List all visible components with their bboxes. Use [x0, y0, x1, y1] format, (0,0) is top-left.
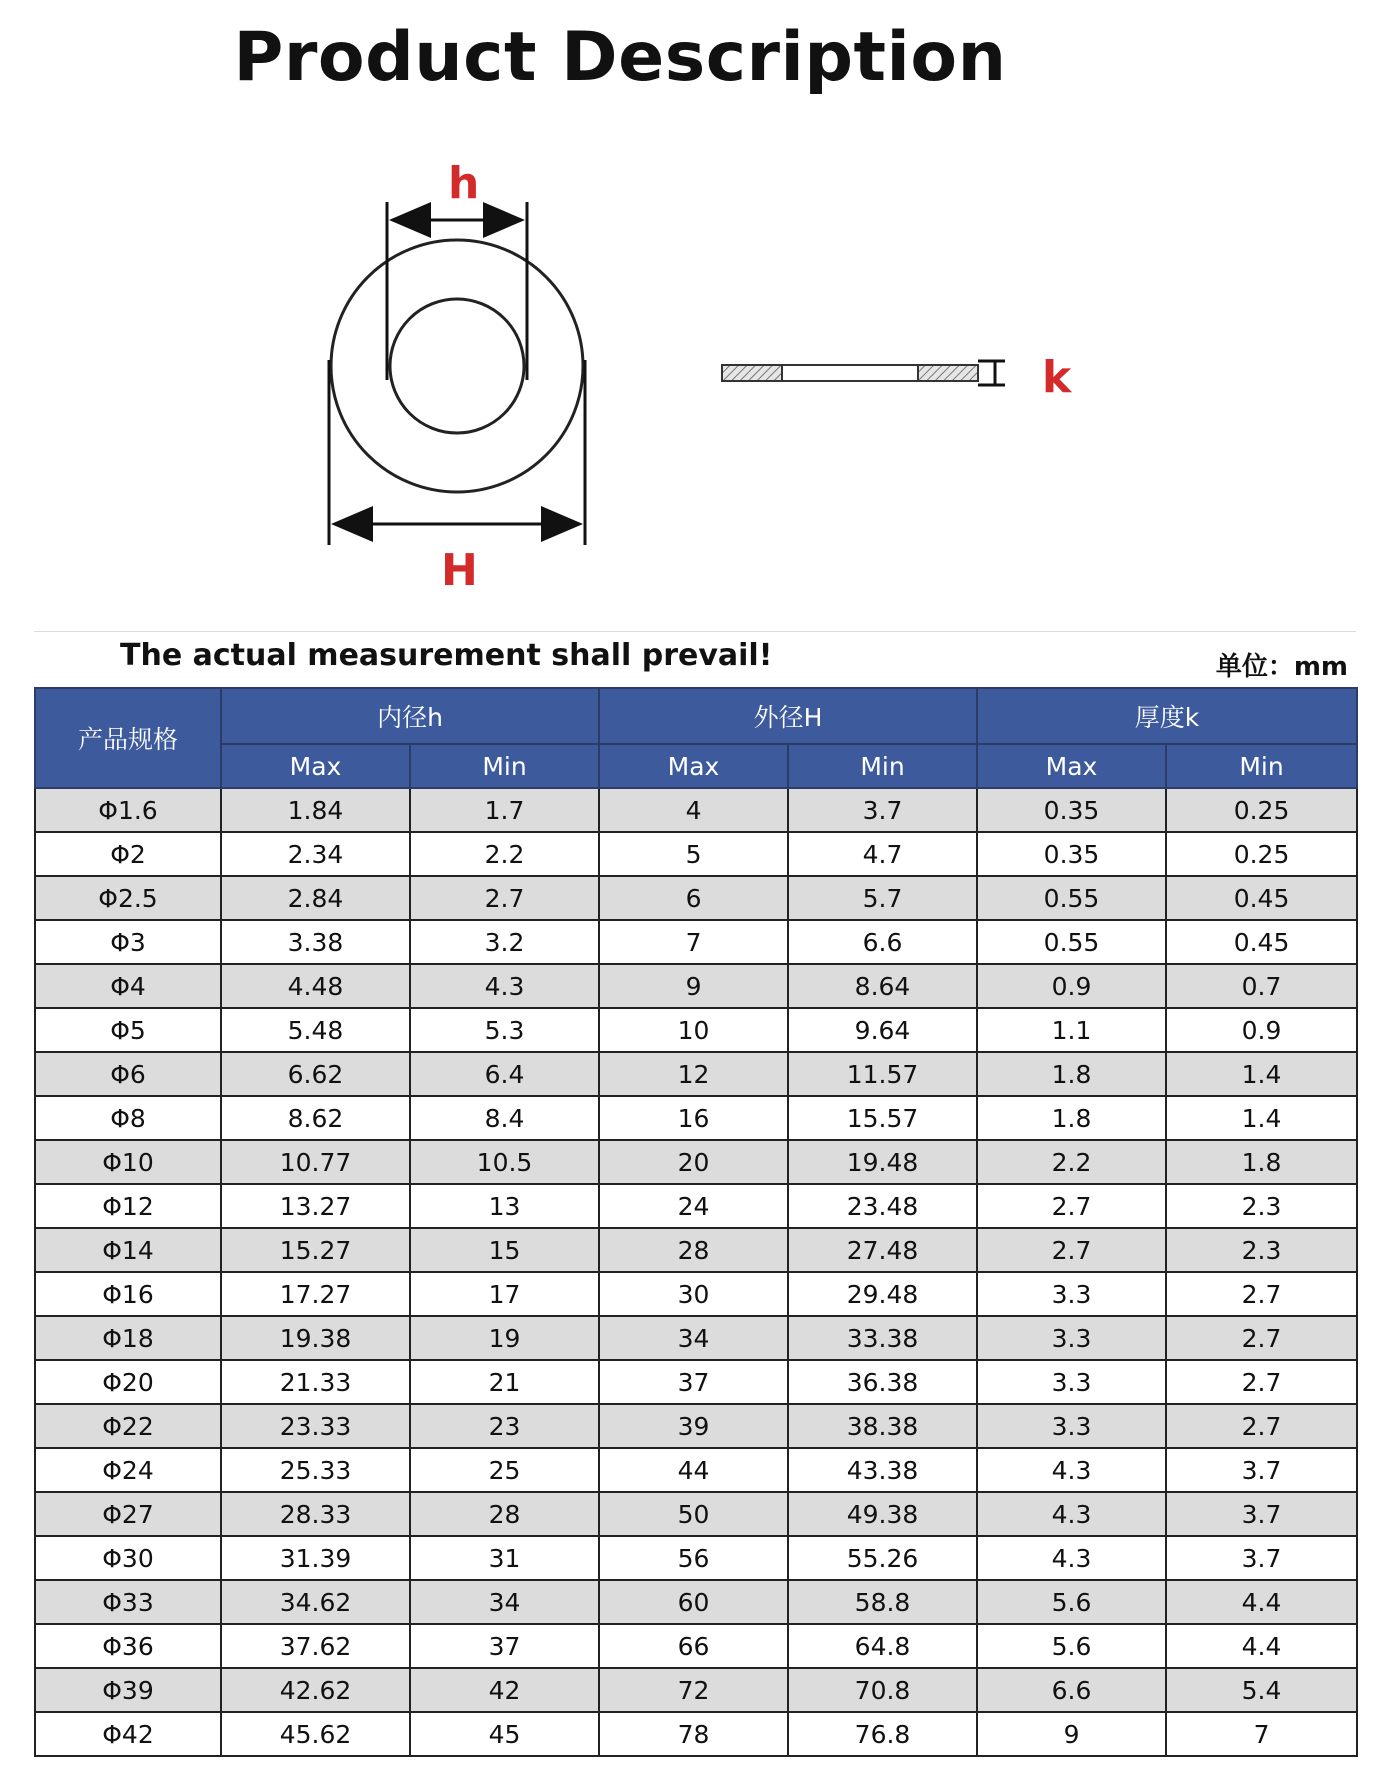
cell-spec: Φ20	[35, 1360, 221, 1404]
cell-outer-min: 15.57	[788, 1096, 977, 1140]
cell-outer-min: 3.7	[788, 788, 977, 832]
cell-outer-min: 55.26	[788, 1536, 977, 1580]
header-inner-min: Min	[410, 744, 599, 788]
cell-outer-min: 11.57	[788, 1052, 977, 1096]
cell-inner-min: 8.4	[410, 1096, 599, 1140]
header-outer-max: Max	[599, 744, 788, 788]
header-thickness: 厚度k	[977, 688, 1357, 744]
cell-outer-min: 8.64	[788, 964, 977, 1008]
cell-inner-min: 15	[410, 1228, 599, 1272]
table-row	[35, 1624, 1357, 1668]
cell-thickness-min: 0.25	[1166, 832, 1357, 876]
cell-spec: Φ6	[35, 1052, 221, 1096]
cell-thickness-min: 0.9	[1166, 1008, 1357, 1052]
cell-outer-min: 27.48	[788, 1228, 977, 1272]
table-row	[35, 1052, 1357, 1096]
cell-outer-max: 66	[599, 1624, 788, 1668]
cell-spec: Φ1.6	[35, 788, 221, 832]
cell-inner-min: 21	[410, 1360, 599, 1404]
cell-thickness-max: 5.6	[977, 1624, 1166, 1668]
table-row	[35, 832, 1357, 876]
cell-spec: Φ24	[35, 1448, 221, 1492]
cell-inner-min: 42	[410, 1668, 599, 1712]
cell-inner-max: 13.27	[221, 1184, 410, 1228]
cell-spec: Φ27	[35, 1492, 221, 1536]
cell-inner-min: 25	[410, 1448, 599, 1492]
table-row	[35, 1712, 1357, 1756]
cell-outer-max: 28	[599, 1228, 788, 1272]
cell-inner-max: 31.39	[221, 1536, 410, 1580]
cell-inner-min: 1.7	[410, 788, 599, 832]
cell-outer-max: 72	[599, 1668, 788, 1712]
cell-outer-min: 43.38	[788, 1448, 977, 1492]
cell-outer-max: 4	[599, 788, 788, 832]
cell-inner-min: 23	[410, 1404, 599, 1448]
spec-table-body	[35, 788, 1357, 1756]
washer-diagram	[0, 0, 1240, 630]
cell-spec: Φ12	[35, 1184, 221, 1228]
header-inner-diameter: 内径h	[221, 688, 599, 744]
table-row	[35, 1448, 1357, 1492]
cell-inner-max: 2.84	[221, 876, 410, 920]
cell-inner-max: 34.62	[221, 1580, 410, 1624]
washer-side-view	[722, 361, 1005, 385]
cell-spec: Φ2.5	[35, 876, 221, 920]
cell-spec: Φ36	[35, 1624, 221, 1668]
cell-inner-max: 37.62	[221, 1624, 410, 1668]
cell-outer-min: 70.8	[788, 1668, 977, 1712]
spec-table	[34, 687, 1358, 1757]
header-outer-min: Min	[788, 744, 977, 788]
cell-thickness-min: 4.4	[1166, 1624, 1357, 1668]
cell-thickness-max: 0.55	[977, 920, 1166, 964]
cell-spec: Φ16	[35, 1272, 221, 1316]
table-row	[35, 1668, 1357, 1712]
cell-inner-max: 28.33	[221, 1492, 410, 1536]
cell-inner-max: 4.48	[221, 964, 410, 1008]
cell-inner-max: 8.62	[221, 1096, 410, 1140]
cell-thickness-max: 6.6	[977, 1668, 1166, 1712]
cell-inner-max: 15.27	[221, 1228, 410, 1272]
cell-spec: Φ4	[35, 964, 221, 1008]
cell-inner-max: 42.62	[221, 1668, 410, 1712]
outer-diameter-label: H	[441, 545, 478, 596]
cell-thickness-max: 4.3	[977, 1492, 1166, 1536]
cell-thickness-max: 0.35	[977, 788, 1166, 832]
cell-thickness-max: 1.1	[977, 1008, 1166, 1052]
cell-inner-max: 6.62	[221, 1052, 410, 1096]
cell-inner-min: 13	[410, 1184, 599, 1228]
cell-thickness-max: 0.35	[977, 832, 1166, 876]
cell-inner-max: 3.38	[221, 920, 410, 964]
cell-inner-min: 3.2	[410, 920, 599, 964]
cell-outer-max: 6	[599, 876, 788, 920]
header-thickness-max: Max	[977, 744, 1166, 788]
cell-thickness-min: 2.3	[1166, 1228, 1357, 1272]
cell-inner-min: 31	[410, 1536, 599, 1580]
cell-thickness-min: 2.7	[1166, 1316, 1357, 1360]
cell-thickness-max: 5.6	[977, 1580, 1166, 1624]
cell-inner-min: 37	[410, 1624, 599, 1668]
cell-outer-min: 5.7	[788, 876, 977, 920]
cell-spec: Φ14	[35, 1228, 221, 1272]
cell-thickness-min: 0.45	[1166, 920, 1357, 964]
table-row	[35, 1536, 1357, 1580]
cell-thickness-min: 0.45	[1166, 876, 1357, 920]
cell-outer-max: 30	[599, 1272, 788, 1316]
cell-inner-max: 5.48	[221, 1008, 410, 1052]
cell-thickness-min: 0.25	[1166, 788, 1357, 832]
washer-inner-circle	[390, 299, 524, 433]
cell-inner-min: 5.3	[410, 1008, 599, 1052]
header-thickness-min: Min	[1166, 744, 1357, 788]
cell-outer-max: 7	[599, 920, 788, 964]
table-row	[35, 1580, 1357, 1624]
cell-inner-min: 10.5	[410, 1140, 599, 1184]
unit-label: 单位：mm	[1215, 652, 1348, 682]
cell-outer-max: 37	[599, 1360, 788, 1404]
washer-outer-circle	[331, 240, 583, 492]
cell-outer-min: 9.64	[788, 1008, 977, 1052]
cell-outer-max: 16	[599, 1096, 788, 1140]
table-row	[35, 1228, 1357, 1272]
cell-spec: Φ39	[35, 1668, 221, 1712]
cell-inner-max: 10.77	[221, 1140, 410, 1184]
table-row	[35, 920, 1357, 964]
cell-outer-max: 39	[599, 1404, 788, 1448]
cell-thickness-min: 3.7	[1166, 1448, 1357, 1492]
cell-outer-max: 44	[599, 1448, 788, 1492]
cell-thickness-min: 1.8	[1166, 1140, 1357, 1184]
table-row	[35, 876, 1357, 920]
cell-inner-min: 28	[410, 1492, 599, 1536]
cell-inner-min: 4.3	[410, 964, 599, 1008]
cell-outer-min: 6.6	[788, 920, 977, 964]
cell-thickness-max: 2.2	[977, 1140, 1166, 1184]
header-outer-diameter: 外径H	[599, 688, 977, 744]
cell-thickness-min: 2.7	[1166, 1404, 1357, 1448]
cell-inner-min: 34	[410, 1580, 599, 1624]
cell-outer-min: 36.38	[788, 1360, 977, 1404]
cell-outer-min: 29.48	[788, 1272, 977, 1316]
cell-outer-max: 9	[599, 964, 788, 1008]
cell-outer-max: 10	[599, 1008, 788, 1052]
cell-thickness-max: 0.55	[977, 876, 1166, 920]
cell-inner-max: 19.38	[221, 1316, 410, 1360]
cell-thickness-max: 3.3	[977, 1272, 1166, 1316]
cell-outer-min: 19.48	[788, 1140, 977, 1184]
table-row	[35, 788, 1357, 832]
cell-outer-min: 64.8	[788, 1624, 977, 1668]
cell-spec: Φ10	[35, 1140, 221, 1184]
cell-thickness-max: 2.7	[977, 1228, 1166, 1272]
cell-outer-min: 76.8	[788, 1712, 977, 1756]
cell-outer-max: 34	[599, 1316, 788, 1360]
cell-thickness-max: 1.8	[977, 1052, 1166, 1096]
cell-outer-min: 33.38	[788, 1316, 977, 1360]
cell-spec: Φ2	[35, 832, 221, 876]
cell-spec: Φ5	[35, 1008, 221, 1052]
cell-spec: Φ8	[35, 1096, 221, 1140]
cell-inner-max: 21.33	[221, 1360, 410, 1404]
cell-thickness-min: 3.7	[1166, 1492, 1357, 1536]
cell-thickness-max: 3.3	[977, 1404, 1166, 1448]
cell-thickness-max: 4.3	[977, 1536, 1166, 1580]
cell-outer-max: 5	[599, 832, 788, 876]
cell-outer-min: 49.38	[788, 1492, 977, 1536]
cell-spec: Φ30	[35, 1536, 221, 1580]
cell-inner-min: 17	[410, 1272, 599, 1316]
page-title: Product Description	[233, 18, 1007, 97]
cell-thickness-max: 3.3	[977, 1316, 1166, 1360]
cell-outer-max: 60	[599, 1580, 788, 1624]
cell-thickness-max: 0.9	[977, 964, 1166, 1008]
cell-outer-max: 56	[599, 1536, 788, 1580]
table-row	[35, 1272, 1357, 1316]
cell-spec: Φ18	[35, 1316, 221, 1360]
cell-inner-max: 2.34	[221, 832, 410, 876]
cell-outer-min: 23.48	[788, 1184, 977, 1228]
cell-thickness-min: 4.4	[1166, 1580, 1357, 1624]
cell-outer-max: 50	[599, 1492, 788, 1536]
cell-thickness-min: 0.7	[1166, 964, 1357, 1008]
cell-outer-min: 4.7	[788, 832, 977, 876]
cell-thickness-max: 9	[977, 1712, 1166, 1756]
cell-thickness-min: 2.7	[1166, 1360, 1357, 1404]
cell-inner-min: 2.7	[410, 876, 599, 920]
cell-inner-max: 45.62	[221, 1712, 410, 1756]
note-bar	[34, 631, 1356, 688]
cell-thickness-max: 1.8	[977, 1096, 1166, 1140]
table-row	[35, 1360, 1357, 1404]
cell-inner-min: 45	[410, 1712, 599, 1756]
cell-thickness-min: 5.4	[1166, 1668, 1357, 1712]
cell-inner-max: 1.84	[221, 788, 410, 832]
cell-thickness-min: 2.3	[1166, 1184, 1357, 1228]
table-row	[35, 1404, 1357, 1448]
table-row	[35, 1140, 1357, 1184]
cell-outer-min: 38.38	[788, 1404, 977, 1448]
table-row	[35, 1492, 1357, 1536]
cell-spec: Φ3	[35, 920, 221, 964]
cell-thickness-min: 3.7	[1166, 1536, 1357, 1580]
cell-thickness-min: 1.4	[1166, 1052, 1357, 1096]
cell-thickness-max: 4.3	[977, 1448, 1166, 1492]
cell-inner-min: 19	[410, 1316, 599, 1360]
cell-thickness-min: 7	[1166, 1712, 1357, 1756]
table-row	[35, 1008, 1357, 1052]
thickness-label: k	[1042, 352, 1072, 403]
header-inner-max: Max	[221, 744, 410, 788]
table-row	[35, 1184, 1357, 1228]
cell-spec: Φ42	[35, 1712, 221, 1756]
cell-inner-min: 2.2	[410, 832, 599, 876]
cell-thickness-max: 3.3	[977, 1360, 1166, 1404]
cell-outer-max: 78	[599, 1712, 788, 1756]
header-spec: 产品规格	[35, 688, 221, 788]
cell-outer-max: 12	[599, 1052, 788, 1096]
cell-outer-max: 24	[599, 1184, 788, 1228]
cell-outer-max: 20	[599, 1140, 788, 1184]
cell-thickness-max: 2.7	[977, 1184, 1166, 1228]
cell-inner-min: 6.4	[410, 1052, 599, 1096]
cell-spec: Φ22	[35, 1404, 221, 1448]
cell-thickness-min: 2.7	[1166, 1272, 1357, 1316]
cell-outer-min: 58.8	[788, 1580, 977, 1624]
cell-inner-max: 25.33	[221, 1448, 410, 1492]
table-row	[35, 1316, 1357, 1360]
measurement-note: The actual measurement shall prevail!	[120, 638, 773, 673]
inner-diameter-label: h	[448, 158, 480, 209]
table-row	[35, 964, 1357, 1008]
table-row	[35, 1096, 1357, 1140]
cell-thickness-min: 1.4	[1166, 1096, 1357, 1140]
cell-spec: Φ33	[35, 1580, 221, 1624]
cell-inner-max: 23.33	[221, 1404, 410, 1448]
cell-inner-max: 17.27	[221, 1272, 410, 1316]
